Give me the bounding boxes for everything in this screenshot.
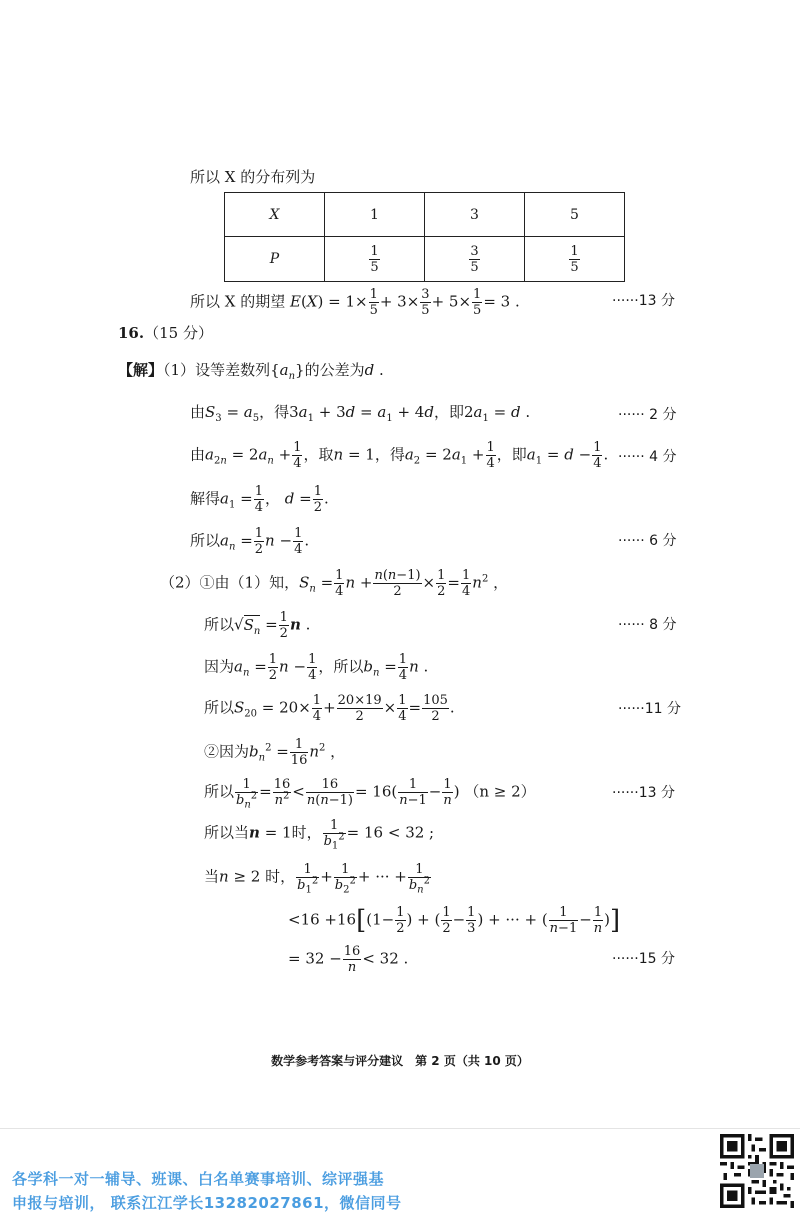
divider xyxy=(0,1128,800,1129)
table-cell: 5 xyxy=(525,193,625,237)
page-footer: 数学参考答案与评分建议 第 2 页（共 10 页） xyxy=(271,1054,529,1068)
equation-line: （2）①由（1）知，$S_n$ = $\frac{1}{4}$ n + $\frac{n(n-1)}{2}$ × $\frac{1}{2}$ = $\frac{1}{4}$ $n^2$ ， xyxy=(160,568,509,599)
table-cell: P xyxy=(225,237,325,282)
score-marker: ······ 2 分 xyxy=(618,407,677,423)
distribution-table xyxy=(224,192,625,282)
expectation-line: 所以 X 的期望 E(X) = 1× $\frac{1}{5}$ + 3× $\frac{3}{5}$ + 5× $\frac{1}{5}$ = 3 . xyxy=(190,287,520,318)
table-cell: $\frac{1}{5}$ xyxy=(325,237,425,282)
equation-line: = 32 − $\frac{16}{n}$ < 32 . xyxy=(288,944,409,975)
equation-line: 解得$a_1$ = $\frac{1}{4}$ ， d = $\frac{1}{2}$ . xyxy=(190,484,329,515)
equation-line: 因为$a_n$ = $\frac{1}{2}$ n − $\frac{1}{4}$ ，所以$b_n$ = $\frac{1}{4}$ n . xyxy=(204,652,429,683)
table-row xyxy=(225,237,625,282)
score-marker: ······15 分 xyxy=(612,951,675,967)
qr-code-icon xyxy=(720,1134,794,1208)
intro-line: 所以 X 的分布列为 xyxy=(190,168,316,186)
equation-line: 由$S_3 = a_5$，得$3a_1 + 3d = a_1 + 4d$，即$2a_1 = d$ . xyxy=(190,403,531,424)
ad-line: 各学科一对一辅导、班课、白名单赛事培训、综评强基 xyxy=(12,1170,385,1188)
ad-line: 申报与培训， 联系江江学长13282027861，微信同号 xyxy=(12,1194,402,1212)
equation-line: 所以$a_n$ = $\frac{1}{2}$ n − $\frac{1}{4}$ . xyxy=(190,526,310,557)
score-marker: ······13 分 xyxy=(612,293,675,309)
table-cell: X xyxy=(225,193,325,237)
score-marker: ······ 6 分 xyxy=(618,533,677,549)
solution-part1: 【解】（1）设等差数列$\{a_n\}$的公差为d . xyxy=(118,361,384,382)
score-marker: ······11 分 xyxy=(618,701,681,717)
table-cell: 1 xyxy=(325,193,425,237)
score-marker: ······ 4 分 xyxy=(618,449,677,465)
table-cell: $\frac{3}{5}$ xyxy=(425,237,525,282)
table-cell: $\frac{1}{5}$ xyxy=(525,237,625,282)
problem-heading: 16.（15 分） xyxy=(118,324,213,342)
equation-line: 所以$S_{20} = 20\times$ $\frac{1}{4}$ + $\frac{20\times 19}{2}$ × $\frac{1}{4}$ = $\frac{105}{2}$ . xyxy=(204,693,455,724)
score-marker: ······13 分 xyxy=(612,785,675,801)
equation-line: ②因为$b_n^2$ = $\frac{1}{16}$ $n^2$ ， xyxy=(204,737,346,768)
equation-line: 所以 $\frac{1}{b_n^2}$ = $\frac{16}{n^2}$ < $\frac{16}{n(n-1)}$ = 16( $\frac{1}{n-1}$ − $\frac{1}{n}$ ) （n ≥ 2） xyxy=(204,777,536,811)
score-marker: ······ 8 分 xyxy=(618,617,677,633)
equation-line: 由$a_{2n} = 2a_n$ + $\frac{1}{4}$ ，取n = 1，得$a_2 = 2a_1$ + $\frac{1}{4}$ ，即$a_1 = d$ − $\frac{1}{4}$ . xyxy=(190,440,609,471)
equation-line: 所以$√S_n$ = $\frac{1}{2}$ n . xyxy=(204,610,311,641)
table-cell: 3 xyxy=(425,193,525,237)
table-row xyxy=(225,193,625,237)
equation-line: 当n ≥ 2 时， $\frac{1}{b_1^2}$ + $\frac{1}{b_2^2}$ + ··· + $\frac{1}{b_n^2}$ xyxy=(204,862,430,896)
equation-line: <16 +16[(1− $\frac{1}{2}$ ) + ( $\frac{1}{2}$ − $\frac{1}{3}$ ) + ··· + ( $\frac{1}{n-1}$ − $\frac{1}{n}$ )] xyxy=(288,905,621,936)
equation-line: 所以当n = 1时， $\frac{1}{b_1^2}$ = 16 < 32 ; xyxy=(204,818,435,852)
